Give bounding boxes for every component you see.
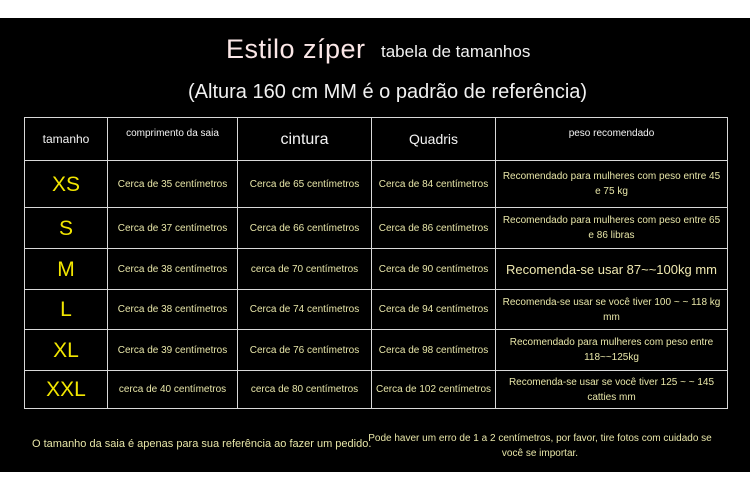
size-table [24,117,728,409]
table-header-row [25,118,728,161]
hips-cell: Cerca de 90 centímetros [372,249,496,290]
weight-cell: Recomendado para mulheres com peso entre 65 e 86 libras [496,208,728,249]
length-cell: Cerca de 37 centímetros [108,208,238,249]
size-chart-panel [0,18,750,472]
reference-note: (Altura 160 cm MM é o padrão de referência) [188,81,588,103]
length-cell: Cerca de 38 centímetros [108,249,238,290]
size-label: XXL [25,371,108,409]
waist-cell: Cerca de 66 centímetros [238,208,372,249]
table-row [25,371,728,409]
weight-cell: Recomenda-se usar se você tiver 100 ~ ~ 118 kg mm [496,290,728,330]
hips-cell: Cerca de 94 centímetros [372,290,496,330]
table-row [25,161,728,208]
length-cell: Cerca de 35 centímetros [108,161,238,208]
weight-cell: Recomendado para mulheres com peso entre 45 e 75 kg [496,161,728,208]
table-row [25,249,728,290]
header-size: tamanho [25,118,108,161]
hips-cell: Cerca de 86 centímetros [372,208,496,249]
length-cell: Cerca de 38 centímetros [108,290,238,330]
size-label: XL [25,330,108,371]
hips-cell: Cerca de 102 centímetros [372,371,496,409]
length-cell: cerca de 40 centímetros [108,371,238,409]
table-row [25,208,728,249]
waist-cell: Cerca de 74 centímetros [238,290,372,330]
size-label: XS [25,161,108,208]
size-label: M [25,249,108,290]
footer-note-right: Pode haver um erro de 1 a 2 centímetros, por favor, tire fotos com cuidado se você se importar. [368,433,712,459]
waist-cell: Cerca de 65 centímetros [238,161,372,208]
page-subtitle: tabela de tamanhos [381,42,531,61]
size-label: L [25,290,108,330]
page-title: Estilo zíper [226,34,366,64]
weight-cell: Recomenda-se usar se você tiver 125 ~ ~ 145 catties mm [496,371,728,409]
header-weight: peso recomendado [496,118,728,161]
weight-cell: Recomenda-se usar 87~~100kg mm [496,249,728,290]
hips-cell: Cerca de 98 centímetros [372,330,496,371]
table-row [25,330,728,371]
length-cell: Cerca de 39 centímetros [108,330,238,371]
table-row [25,290,728,330]
waist-cell: cerca de 80 centímetros [238,371,372,409]
header-hips: Quadris [372,118,496,161]
header-length: comprimento da saia [108,118,238,161]
waist-cell: cerca de 70 centímetros [238,249,372,290]
footer-note-left: O tamanho da saia é apenas para sua referência ao fazer um pedido. [32,438,372,450]
size-label: S [25,208,108,249]
weight-cell: Recomendado para mulheres com peso entre 118~~125kg [496,330,728,371]
waist-cell: Cerca de 76 centímetros [238,330,372,371]
hips-cell: Cerca de 84 centímetros [372,161,496,208]
header-waist: cintura [238,118,372,161]
